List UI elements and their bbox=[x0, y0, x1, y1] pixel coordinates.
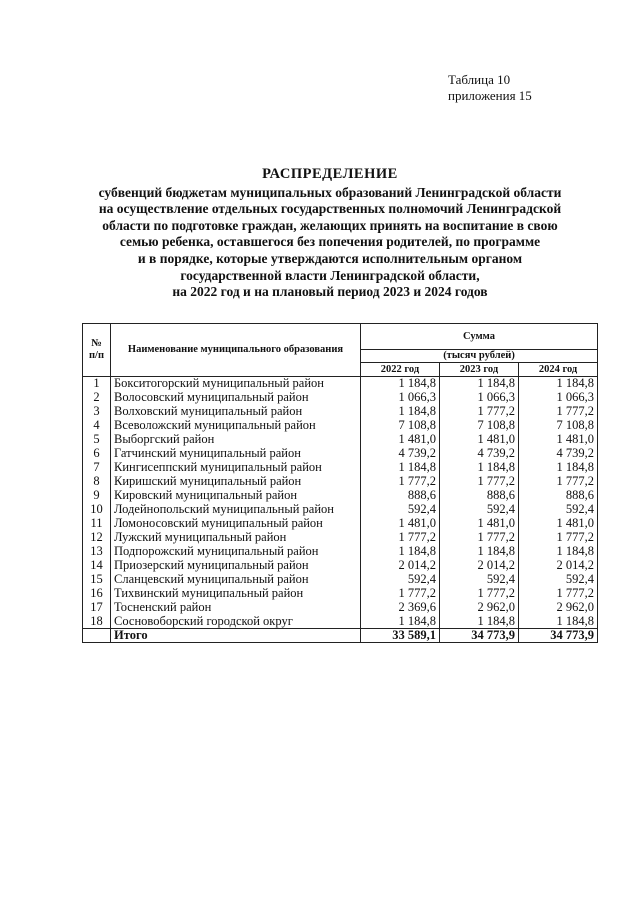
title-line: на осуществление отдельных государственных полномочий Ленинградской bbox=[98, 201, 562, 217]
row-value-2024: 1 184,8 bbox=[519, 377, 598, 391]
header-year-2022: 2022 год bbox=[361, 363, 440, 377]
row-value-2024: 7 108,8 bbox=[519, 419, 598, 433]
header-number: № п/п bbox=[83, 324, 111, 377]
row-value-2024: 1 184,8 bbox=[519, 461, 598, 475]
row-number: 5 bbox=[83, 433, 111, 447]
row-value-2023: 592,4 bbox=[440, 503, 519, 517]
row-number: 10 bbox=[83, 503, 111, 517]
title-line: и в порядке, которые утверждаются исполнительным органом bbox=[137, 250, 523, 266]
row-number: 15 bbox=[83, 573, 111, 587]
table-row bbox=[83, 377, 598, 391]
row-value-2024: 1 777,2 bbox=[519, 405, 598, 419]
table-header bbox=[83, 324, 598, 377]
row-municipality: Подпорожский муниципальный район bbox=[111, 545, 361, 559]
row-value-2022: 1 481,0 bbox=[361, 433, 440, 447]
total-2022: 33 589,1 bbox=[361, 629, 440, 643]
row-value-2022: 1 481,0 bbox=[361, 517, 440, 531]
row-municipality: Бокситогорский муниципальный район bbox=[111, 377, 361, 391]
row-number: 11 bbox=[83, 517, 111, 531]
row-number: 13 bbox=[83, 545, 111, 559]
row-number: 12 bbox=[83, 531, 111, 545]
row-value-2022: 1 777,2 bbox=[361, 531, 440, 545]
table-row bbox=[83, 587, 598, 601]
row-value-2022: 4 739,2 bbox=[361, 447, 440, 461]
table-row bbox=[83, 573, 598, 587]
row-municipality: Кингисеппский муниципальный район bbox=[111, 461, 361, 475]
row-value-2022: 1 184,8 bbox=[361, 377, 440, 391]
row-value-2023: 1 184,8 bbox=[440, 615, 519, 629]
row-value-2024: 1 481,0 bbox=[519, 433, 598, 447]
row-value-2024: 1 184,8 bbox=[519, 545, 598, 559]
row-value-2023: 1 184,8 bbox=[440, 545, 519, 559]
table-row bbox=[83, 559, 598, 573]
row-municipality: Лужский муниципальный район bbox=[111, 531, 361, 545]
row-value-2022: 592,4 bbox=[361, 503, 440, 517]
row-municipality: Приозерский муниципальный район bbox=[111, 559, 361, 573]
row-value-2023: 1 777,2 bbox=[440, 475, 519, 489]
row-value-2024: 1 777,2 bbox=[519, 531, 598, 545]
header-sum-label: Сумма bbox=[463, 330, 495, 342]
table-row bbox=[83, 461, 598, 475]
table-row bbox=[83, 405, 598, 419]
table-row bbox=[83, 475, 598, 489]
header-municipality: Наименование муниципального образования bbox=[111, 324, 361, 377]
row-number: 14 bbox=[83, 559, 111, 573]
row-municipality: Выборгский район bbox=[111, 433, 361, 447]
table-row bbox=[83, 489, 598, 503]
row-value-2023: 2 962,0 bbox=[440, 601, 519, 615]
title-line: семью ребенка, оставшегося без попечения родителей, по программе bbox=[119, 234, 541, 250]
total-label: Итого bbox=[111, 629, 361, 643]
row-value-2022: 1 777,2 bbox=[361, 475, 440, 489]
row-number: 6 bbox=[83, 447, 111, 461]
table-row bbox=[83, 531, 598, 545]
row-value-2024: 2 014,2 bbox=[519, 559, 598, 573]
row-value-2023: 1 777,2 bbox=[440, 405, 519, 419]
row-value-2022: 1 066,3 bbox=[361, 391, 440, 405]
title-line: области по подготовке граждан, желающих принять на воспитание в свою bbox=[102, 217, 558, 233]
row-number: 17 bbox=[83, 601, 111, 615]
header-unit: (тысяч рублей) bbox=[361, 350, 598, 363]
row-value-2022: 888,6 bbox=[361, 489, 440, 503]
row-number: 3 bbox=[83, 405, 111, 419]
row-value-2023: 1 481,0 bbox=[440, 433, 519, 447]
header-year-2024: 2024 год bbox=[519, 363, 598, 377]
row-value-2024: 1 066,3 bbox=[519, 391, 598, 405]
row-municipality: Волховский муниципальный район bbox=[111, 405, 361, 419]
document-title bbox=[70, 166, 590, 301]
row-value-2024: 2 962,0 bbox=[519, 601, 598, 615]
row-number: 8 bbox=[83, 475, 111, 489]
row-municipality: Киришский муниципальный район bbox=[111, 475, 361, 489]
table-row bbox=[83, 433, 598, 447]
row-number: 18 bbox=[83, 615, 111, 629]
table-row bbox=[83, 419, 598, 433]
appendix-number: приложения 15 bbox=[448, 88, 532, 103]
row-municipality: Тосненский район bbox=[111, 601, 361, 615]
row-value-2023: 1 184,8 bbox=[440, 461, 519, 475]
row-value-2022: 592,4 bbox=[361, 573, 440, 587]
row-value-2023: 1 184,8 bbox=[440, 377, 519, 391]
row-municipality: Тихвинский муниципальный район bbox=[111, 587, 361, 601]
total-2023: 34 773,9 bbox=[440, 629, 519, 643]
row-value-2024: 1 777,2 bbox=[519, 587, 598, 601]
total-2024: 34 773,9 bbox=[519, 629, 598, 643]
title-heading: РАСПРЕДЕЛЕНИЕ bbox=[262, 166, 398, 182]
row-municipality: Сланцевский муниципальный район bbox=[111, 573, 361, 587]
row-municipality: Лодейнопольский муниципальный район bbox=[111, 503, 361, 517]
row-municipality: Гатчинский муниципальный район bbox=[111, 447, 361, 461]
row-value-2022: 1 777,2 bbox=[361, 587, 440, 601]
row-value-2022: 1 184,8 bbox=[361, 461, 440, 475]
table-row bbox=[83, 503, 598, 517]
row-value-2024: 888,6 bbox=[519, 489, 598, 503]
row-value-2024: 1 184,8 bbox=[519, 615, 598, 629]
row-value-2024: 4 739,2 bbox=[519, 447, 598, 461]
table-row bbox=[83, 517, 598, 531]
title-line: государственной власти Ленинградской области, bbox=[180, 267, 480, 283]
row-value-2022: 7 108,8 bbox=[361, 419, 440, 433]
table-reference bbox=[448, 72, 532, 104]
row-value-2023: 4 739,2 bbox=[440, 447, 519, 461]
row-value-2022: 2 014,2 bbox=[361, 559, 440, 573]
row-municipality: Сосновоборский городской округ bbox=[111, 615, 361, 629]
row-value-2023: 1 066,3 bbox=[440, 391, 519, 405]
row-municipality: Ломоносовский муниципальный район bbox=[111, 517, 361, 531]
row-value-2024: 592,4 bbox=[519, 573, 598, 587]
title-line: субвенций бюджетам муниципальных образований Ленинградской области bbox=[98, 184, 562, 200]
row-value-2023: 592,4 bbox=[440, 573, 519, 587]
row-number: 2 bbox=[83, 391, 111, 405]
row-value-2023: 1 777,2 bbox=[440, 531, 519, 545]
row-number: 4 bbox=[83, 419, 111, 433]
table-row bbox=[83, 545, 598, 559]
row-value-2022: 2 369,6 bbox=[361, 601, 440, 615]
distribution-table bbox=[82, 323, 598, 643]
row-value-2023: 2 014,2 bbox=[440, 559, 519, 573]
table-number: Таблица 10 bbox=[448, 72, 511, 87]
row-value-2022: 1 184,8 bbox=[361, 545, 440, 559]
row-number: 9 bbox=[83, 489, 111, 503]
header-sum bbox=[361, 324, 598, 350]
row-number: 1 bbox=[83, 377, 111, 391]
table-row bbox=[83, 615, 598, 629]
total-row bbox=[83, 629, 598, 643]
row-value-2022: 1 184,8 bbox=[361, 615, 440, 629]
row-number: 16 bbox=[83, 587, 111, 601]
table-row bbox=[83, 447, 598, 461]
title-line: на 2022 год и на плановый период 2023 и 2024 годов bbox=[172, 284, 488, 300]
row-number: 7 bbox=[83, 461, 111, 475]
row-value-2022: 1 184,8 bbox=[361, 405, 440, 419]
row-municipality: Кировский муниципальный район bbox=[111, 489, 361, 503]
table-row bbox=[83, 601, 598, 615]
row-value-2023: 888,6 bbox=[440, 489, 519, 503]
table-body bbox=[83, 377, 598, 629]
row-value-2024: 1 777,2 bbox=[519, 475, 598, 489]
row-municipality: Всеволожский муниципальный район bbox=[111, 419, 361, 433]
row-value-2024: 592,4 bbox=[519, 503, 598, 517]
header-year-2023: 2023 год bbox=[440, 363, 519, 377]
row-value-2023: 7 108,8 bbox=[440, 419, 519, 433]
table-row bbox=[83, 391, 598, 405]
row-value-2023: 1 777,2 bbox=[440, 587, 519, 601]
row-value-2023: 1 481,0 bbox=[440, 517, 519, 531]
row-value-2024: 1 481,0 bbox=[519, 517, 598, 531]
row-municipality: Волосовский муниципальный район bbox=[111, 391, 361, 405]
